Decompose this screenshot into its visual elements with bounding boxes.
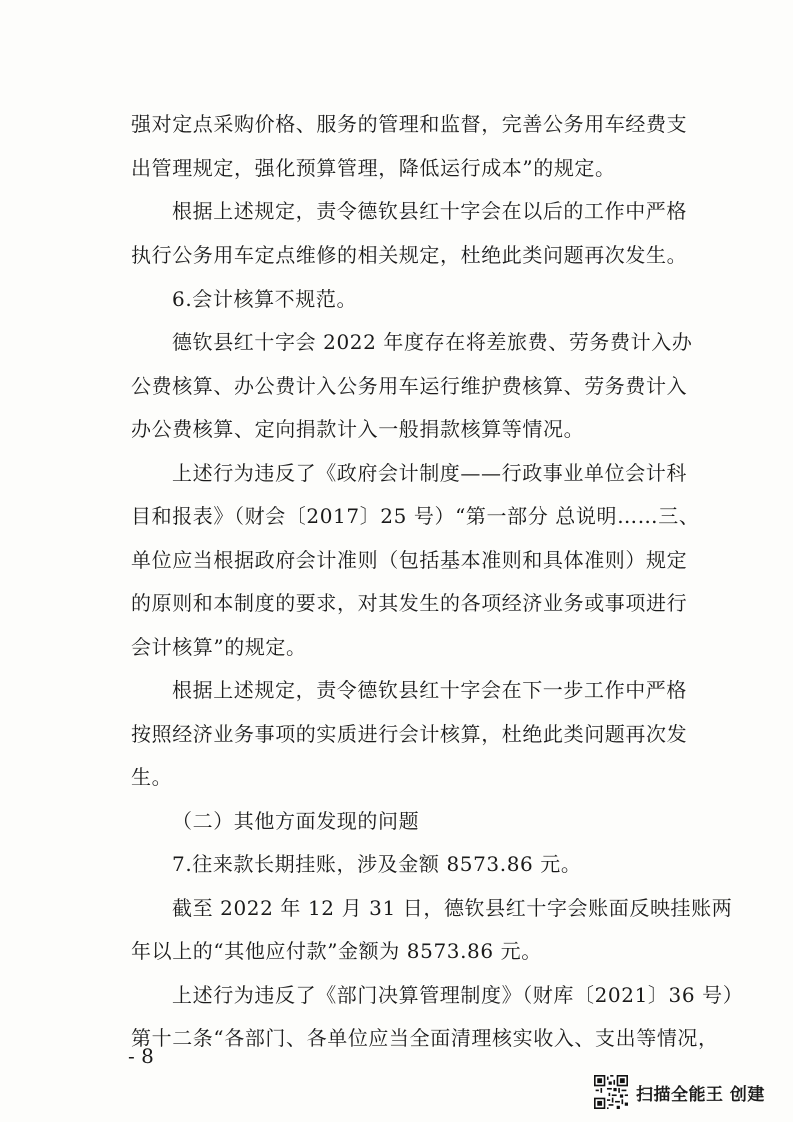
text-line: 按照经济业务事项的实质进行会计核算，杜绝此类问题再次发: [131, 722, 688, 746]
text-line: 上述行为违反了《部门决算管理制度》（财库〔2021〕36 号）: [172, 983, 744, 1007]
text-line: 截至 2022 年 12 月 31 日，德钦县红十字会账面反映挂账两: [172, 896, 733, 920]
text-line: 上述行为违反了《政府会计制度——行政事业单位会计科: [172, 461, 687, 485]
section-heading: 7.往来款长期挂账，涉及金额 8573.86 元。: [172, 852, 582, 876]
section-heading: 6.会计核算不规范。: [172, 287, 358, 311]
text-line: 生。: [131, 765, 173, 789]
text-line: 强对定点采购价格、服务的管理和监督，完善公务用车经费支: [131, 112, 688, 136]
page-number: - 8: [128, 1044, 154, 1068]
section-heading: （二）其他方面发现的问题: [172, 809, 420, 833]
text-line: 的原则和本制度的要求，对其发生的各项经济业务或事项进行: [131, 591, 688, 615]
text-line: 年以上的“其他应付款”金额为 8573.86 元。: [131, 939, 542, 963]
text-line: 单位应当根据政府会计准则（包括基本准则和具体准则）规定: [131, 548, 688, 572]
text-line: 出管理规定，强化预算管理，降低运行成本”的规定。: [131, 156, 616, 180]
text-line: 第十二条“各部门、各单位应当全面清理核实收入、支出等情况，: [131, 1026, 719, 1050]
text-line: 公费核算、办公费计入公务用车运行维护费核算、劳务费计入: [131, 374, 688, 398]
text-line: 办公费核算、定向捐款计入一般捐款核算等情况。: [131, 417, 585, 441]
text-line: 根据上述规定，责令德钦县红十字会在以后的工作中严格: [172, 199, 687, 223]
scanner-watermark: [594, 1072, 765, 1112]
text-line: 目和报表》（财会〔2017〕25 号）“第一部分 总说明……三、: [131, 504, 700, 528]
text-line: 会计核算”的规定。: [131, 635, 307, 659]
watermark-text: 扫描全能王 创建: [636, 1084, 765, 1105]
text-line: 执行公务用车定点维修的相关规定，杜绝此类问题再次发生。: [131, 243, 688, 267]
text-line: 根据上述规定，责令德钦县红十字会在下一步工作中严格: [172, 678, 687, 702]
text-line: 德钦县红十字会 2022 年度存在将差旅费、劳务费计入办: [172, 330, 693, 354]
qr-code-icon: [594, 1075, 628, 1109]
